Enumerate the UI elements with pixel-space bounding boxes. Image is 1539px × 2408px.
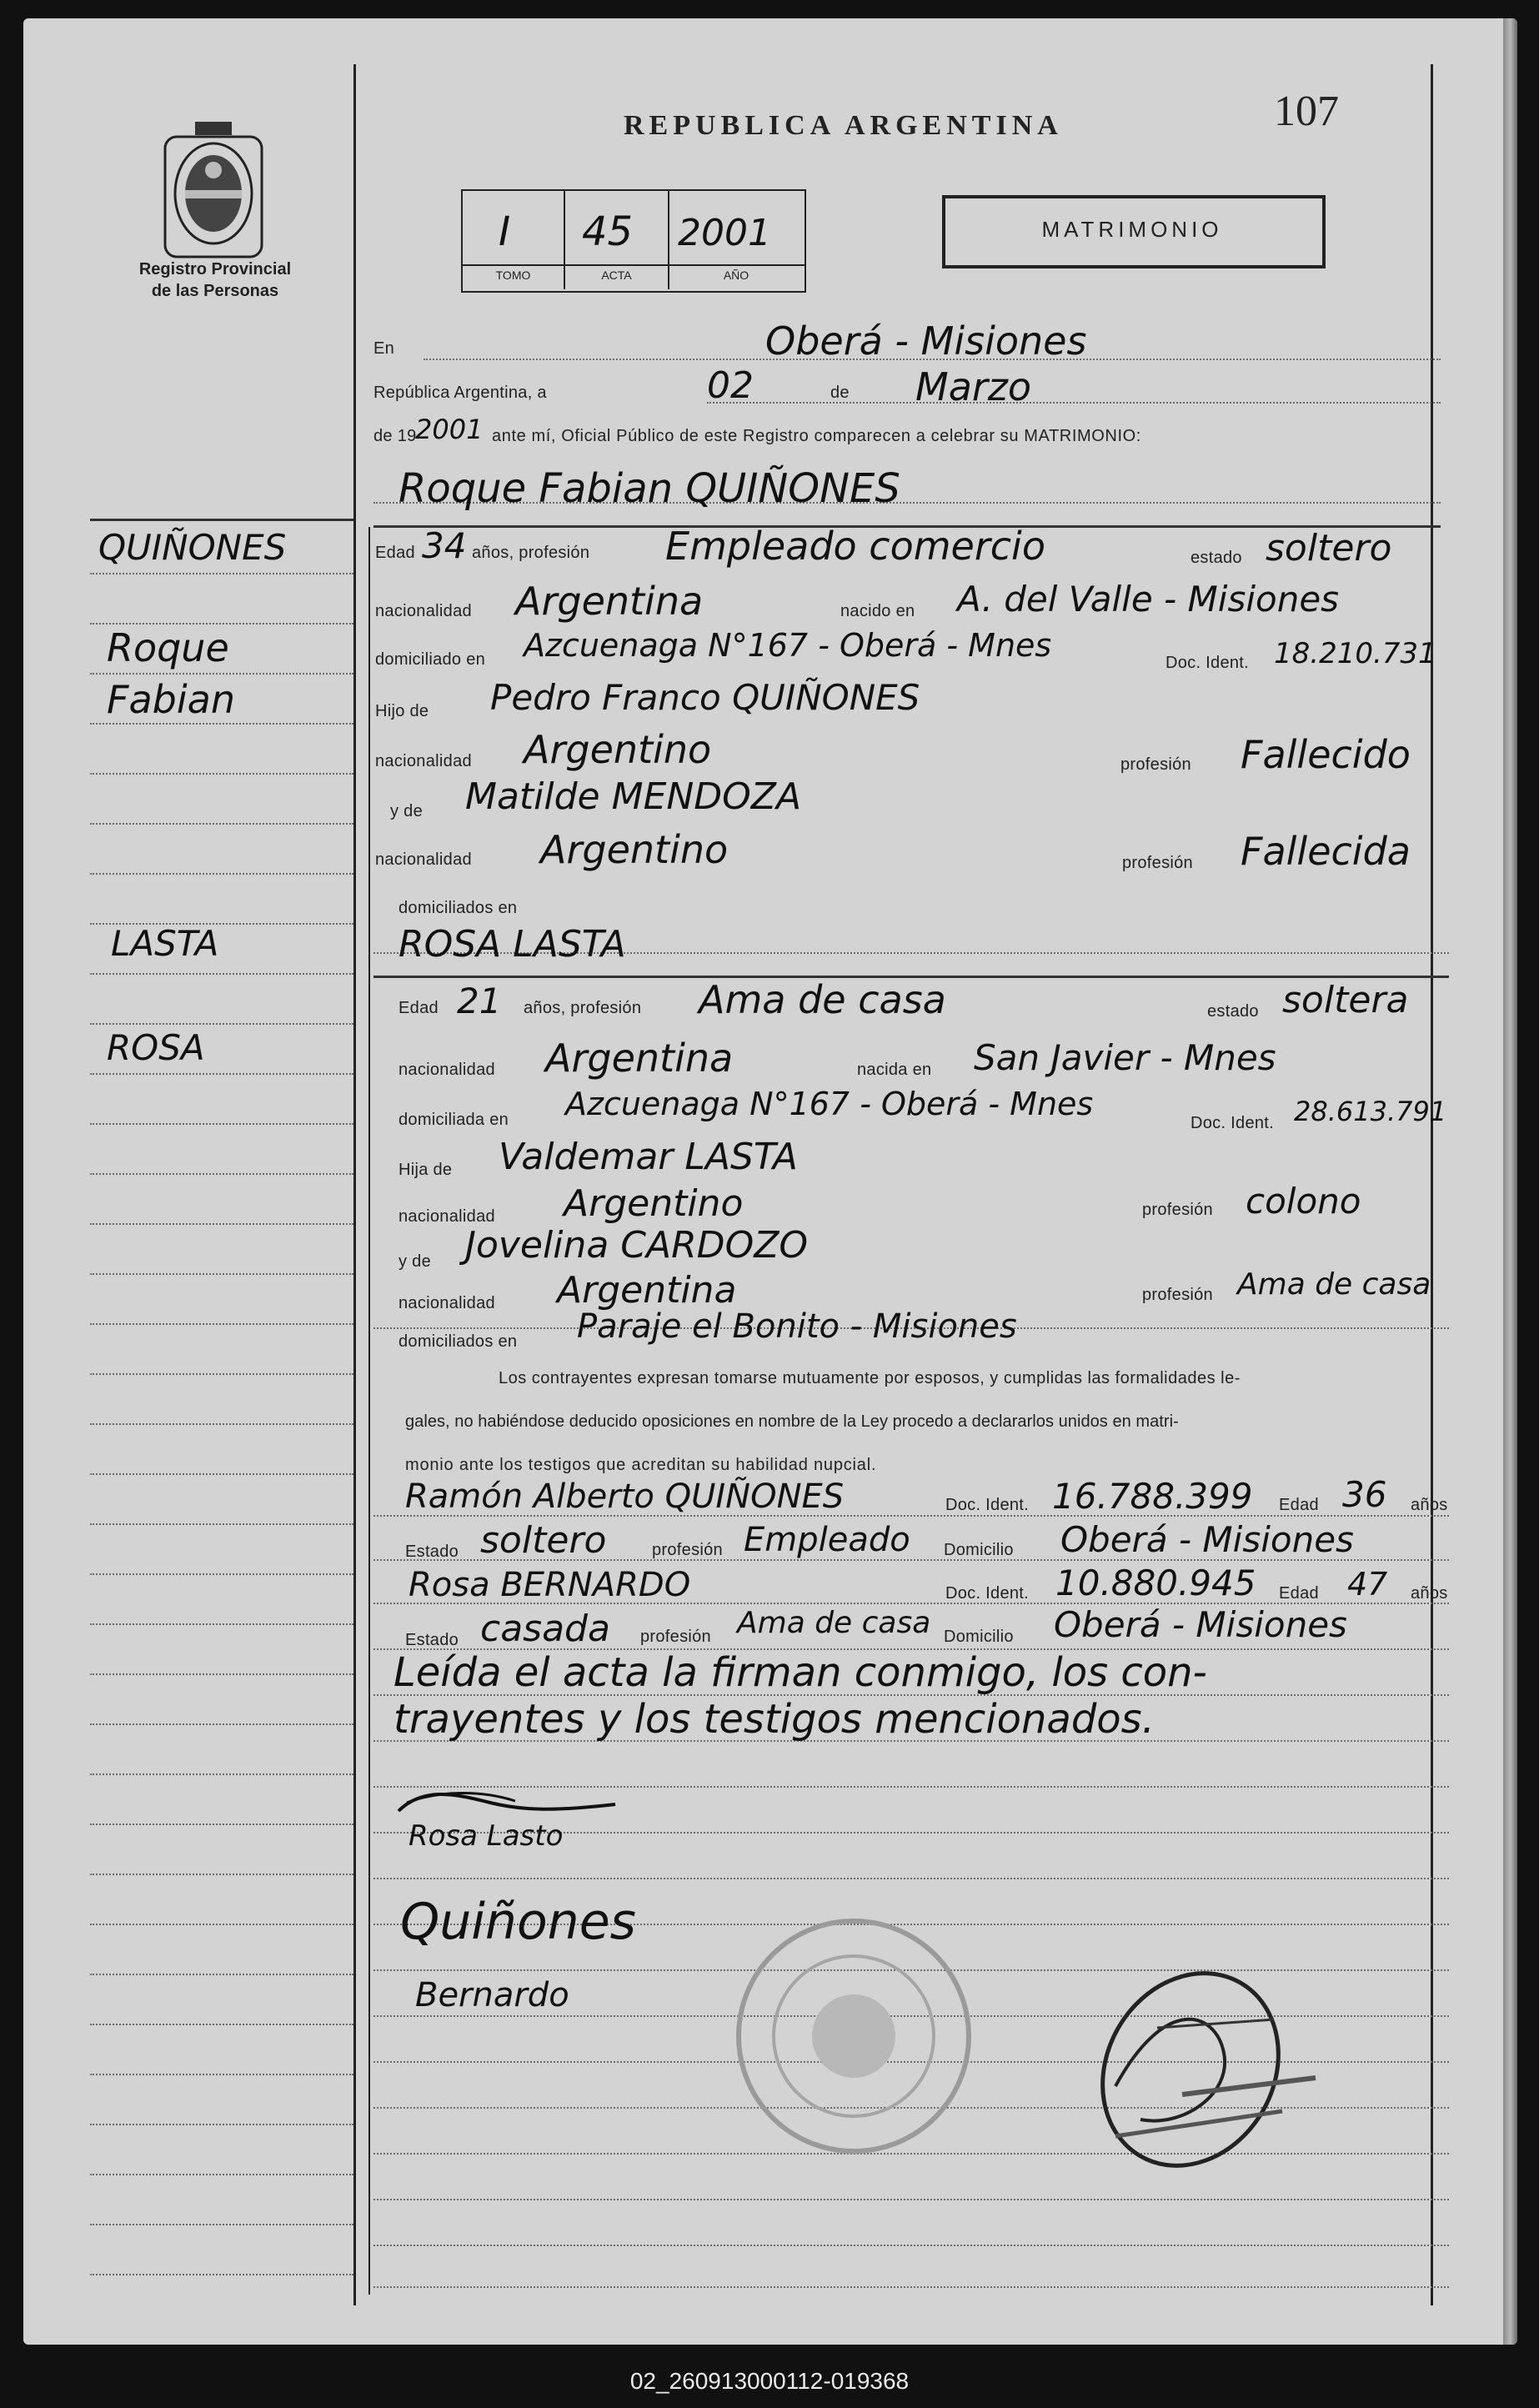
bride-father: Valdemar LASTA xyxy=(499,1136,798,1178)
ano-value: 2001 xyxy=(678,212,771,254)
official-signature-stamp xyxy=(1065,1944,1366,2195)
witness1-prof-value: Empleado xyxy=(744,1521,910,1559)
bride-nacida-label: nacida en xyxy=(857,1061,932,1079)
record-box-divider xyxy=(463,264,805,266)
witness2-edad-label: Edad xyxy=(1279,1584,1319,1603)
bride-mother-nac-label: nacionalidad xyxy=(399,1294,495,1312)
groom-yde-label: y de xyxy=(390,802,424,820)
bride-nacida-value: San Javier - Mnes xyxy=(974,1037,1276,1078)
declaration-line1: Los contrayentes expresan tomarse mutuamente por esposos, y cumplidas las formalidades le- xyxy=(499,1369,1241,1387)
groom-estado-value: soltero xyxy=(1266,527,1392,569)
coat-of-arms-seal xyxy=(162,118,265,260)
bride-father-nac-value: Argentino xyxy=(564,1182,744,1225)
witness2-name: Rosa BERNARDO xyxy=(409,1566,691,1604)
page-number: 107 xyxy=(1274,88,1339,135)
bride-estado-label: estado xyxy=(1207,1002,1259,1021)
groom-father-prof-value: Fallecido xyxy=(1241,732,1411,777)
acta-label: ACTA xyxy=(601,268,632,282)
bride-yde-label: y de xyxy=(399,1252,432,1271)
witness2-doc-value: 10.880.945 xyxy=(1055,1563,1256,1603)
groom-doc-value: 18.210.731 xyxy=(1274,637,1436,670)
groom-profesion-value: Empleado comercio xyxy=(665,524,1045,569)
acta-value: 45 xyxy=(582,208,634,255)
witness1-name: Ramón Alberto QUIÑONES xyxy=(405,1477,845,1516)
bride-full-name: ROSA LASTA xyxy=(399,923,626,966)
bride-estado-value: soltera xyxy=(1282,979,1409,1021)
groom-mother-nac-value: Argentino xyxy=(540,827,729,872)
bride-doc-value: 28.613.791 xyxy=(1294,1096,1447,1127)
bride-nac-label: nacionalidad xyxy=(399,1061,495,1079)
body-left-line xyxy=(368,527,370,2295)
left-margin-line xyxy=(353,64,356,2305)
witness1-prof-label: profesión xyxy=(652,1541,723,1559)
groom-profesion-label: años, profesión xyxy=(472,544,590,562)
en-label: En xyxy=(373,339,395,358)
groom-mother: Matilde MENDOZA xyxy=(465,775,802,818)
groom-nacido-label: nacido en xyxy=(840,602,915,620)
tomo-value: I xyxy=(499,208,511,255)
bride-profesion-label: años, profesión xyxy=(524,999,642,1017)
day-value: 02 xyxy=(707,364,754,407)
page-crease xyxy=(1503,18,1517,2345)
witness2-anos-label: años xyxy=(1411,1584,1448,1603)
groom-father-nac-label: nacionalidad xyxy=(375,752,472,770)
bride-father-prof-label: profesión xyxy=(1142,1201,1213,1219)
bride-parents-dom-label: domiciliados en xyxy=(399,1332,518,1351)
declaration-line3: monio ante los testigos que acreditan su habilidad nupcial. xyxy=(405,1456,877,1474)
witness2-edad-value: 47 xyxy=(1347,1566,1388,1603)
certificate-page xyxy=(23,18,1517,2345)
witness2-estado-label: Estado xyxy=(405,1631,459,1649)
witness1-anos-label: años xyxy=(1411,1496,1448,1514)
groom-edad-label: Edad xyxy=(375,544,415,562)
declaration-line2: gales, no habiéndose deducido oposiciones en nombre de la Ley procedo a declararlos unidos en matri- xyxy=(405,1412,1179,1431)
witness1-doc-value: 16.788.399 xyxy=(1052,1476,1253,1517)
intro-text: ante mí, Oficial Público de este Registro comparecen a celebrar su MATRIMONIO: xyxy=(492,427,1141,445)
bride-nac-value: Argentina xyxy=(545,1036,734,1081)
year-prefix: de 19 xyxy=(373,427,417,445)
groom-nac-value: Argentina xyxy=(515,579,704,624)
groom-nac-label: nacionalidad xyxy=(375,602,472,620)
bride-edad-label: Edad xyxy=(399,999,439,1017)
groom-hijo-label: Hijo de xyxy=(375,702,429,720)
witness1-estado-value: soltero xyxy=(480,1519,607,1562)
witness1-estado-label: Estado xyxy=(405,1543,459,1561)
witness2-doc-label: Doc. Ident. xyxy=(945,1584,1030,1603)
bride-dom-label: domiciliada en xyxy=(399,1111,509,1129)
bride-mother-prof-value: Ama de casa xyxy=(1237,1267,1431,1302)
witness1-dom-value: Oberá - Misiones xyxy=(1060,1519,1354,1560)
place-value: Oberá - Misiones xyxy=(765,319,1087,364)
registry-name-line2: de las Personas xyxy=(151,282,279,300)
margin-bride-surname: LASTA xyxy=(111,923,219,964)
groom-father-nac-value: Argentino xyxy=(524,727,712,772)
groom-father-prof-label: profesión xyxy=(1120,755,1191,774)
witness1-doc-label: Doc. Ident. xyxy=(945,1496,1030,1514)
margin-groom-surname: QUIÑONES xyxy=(98,527,287,568)
groom-dom-value: Azcuenaga N°167 - Oberá - Mnes xyxy=(524,627,1052,664)
bride-father-nac-label: nacionalidad xyxy=(399,1207,495,1226)
bride-hija-label: Hija de xyxy=(399,1161,453,1179)
witness2-prof-value: Ama de casa xyxy=(737,1606,931,1640)
groom-edad-value: 34 xyxy=(422,525,467,566)
margin-groom-name1: Roque xyxy=(107,625,229,670)
groom-mother-nac-label: nacionalidad xyxy=(375,850,472,869)
image-identifier: 02_260913000112-019368 xyxy=(629,2368,910,2394)
bride-father-prof-value: colono xyxy=(1246,1181,1361,1222)
republica-label: República Argentina, a xyxy=(373,384,547,402)
country-title: REPUBLICA ARGENTINA xyxy=(624,110,1063,141)
groom-father: Pedro Franco QUIÑONES xyxy=(490,677,920,718)
tomo-label: TOMO xyxy=(495,268,531,282)
signature-groom: Quiñones xyxy=(400,1893,636,1951)
bride-mother-nac-value: Argentina xyxy=(557,1269,737,1312)
record-type: MATRIMONIO xyxy=(1041,217,1223,242)
closing-line2: trayentes y los testigos mencionados. xyxy=(394,1696,1155,1743)
ano-label: AÑO xyxy=(723,268,749,282)
groom-full-name: Roque Fabian QUIÑONES xyxy=(399,465,900,512)
witness1-edad-label: Edad xyxy=(1279,1496,1319,1514)
registry-name-line1: Registro Provincial xyxy=(138,260,292,278)
margin-bride-name: ROSA xyxy=(107,1027,205,1068)
month-de-label: de xyxy=(830,384,850,402)
bride-mother: Jovelina CARDOZO xyxy=(465,1224,808,1267)
groom-nacido-value: A. del Valle - Misiones xyxy=(957,579,1340,620)
signature-bride: Rosa Lasto xyxy=(409,1819,564,1853)
bride-profesion-value: Ama de casa xyxy=(699,977,946,1022)
groom-parents-dom-label: domiciliados en xyxy=(399,899,518,917)
witness2-dom-value: Oberá - Misiones xyxy=(1054,1604,1347,1645)
bride-doc-label: Doc. Ident. xyxy=(1191,1114,1275,1132)
month-value: Marzo xyxy=(915,364,1032,409)
bride-dom-value: Azcuenaga N°167 - Oberá - Mnes xyxy=(565,1086,1094,1122)
witness2-estado-value: casada xyxy=(480,1608,610,1650)
bride-edad-value: 21 xyxy=(457,981,502,1021)
signature-witness: Bernardo xyxy=(415,1976,569,2014)
year-value: 2001 xyxy=(415,414,484,445)
groom-mother-prof-value: Fallecida xyxy=(1241,829,1411,874)
groom-doc-label: Doc. Ident. xyxy=(1166,654,1250,672)
groom-estado-label: estado xyxy=(1191,549,1242,567)
closing-line1: Leída el acta la firman conmigo, los con- xyxy=(394,1649,1207,1696)
bride-mother-prof-label: profesión xyxy=(1142,1286,1213,1304)
witness1-dom-label: Domicilio xyxy=(944,1541,1014,1559)
groom-mother-prof-label: profesión xyxy=(1122,854,1193,872)
witness1-edad-value: 36 xyxy=(1342,1474,1387,1515)
official-round-stamp xyxy=(729,1911,979,2161)
margin-groom-name2: Fabian xyxy=(107,677,235,722)
witness2-dom-label: Domicilio xyxy=(944,1628,1014,1646)
witness2-prof-label: profesión xyxy=(640,1628,711,1646)
bride-parents-dom-value: Paraje el Bonito - Misiones xyxy=(577,1307,1017,1346)
groom-dom-label: domiciliado en xyxy=(375,650,486,669)
